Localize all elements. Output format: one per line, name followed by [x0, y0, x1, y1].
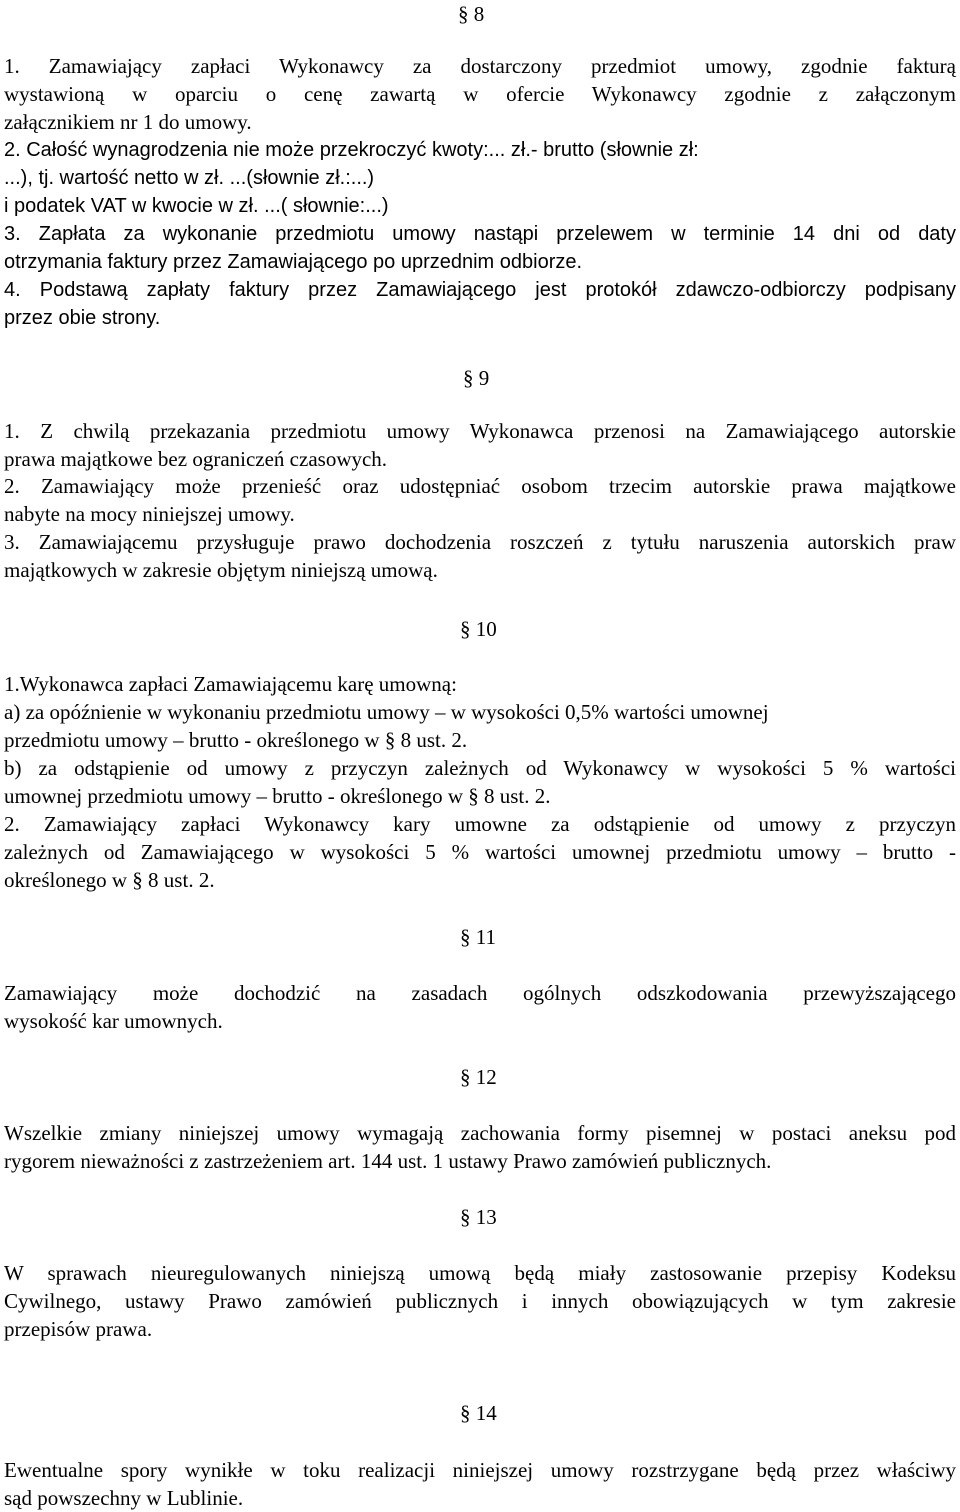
section-8-line-2: wystawioną w oparciu o cenę zawartą w ofercie Wykonawcy zgodnie z załączonym: [4, 82, 956, 106]
section-9-line-6: majątkowych w zakresie objętym niniejszą umową.: [4, 558, 438, 582]
section-13-line-1: W sprawach nieuregulowanych niniejszą umową będą miały zastosowanie przepisy Kodeksu: [4, 1261, 956, 1285]
section-10-line-6: 2. Zamawiający zapłaci Wykonawcy kary umowne za odstąpienie od umowy z przyczyn: [4, 812, 956, 836]
section-8-line-7: 3. Zapłata za wykonanie przedmiotu umowy nastąpi przelewem w terminie 14 dni od daty: [4, 223, 956, 245]
section-8-line-5: ...), tj. wartość netto w zł. ...(słownie zł.:...): [4, 167, 375, 189]
section-14-line-1: Ewentualne spory wynikłe w toku realizacji niniejszej umowy rozstrzygane będą przez właściwy: [4, 1458, 956, 1482]
section-11-line-1: Zamawiający może dochodzić na zasadach ogólnych odszkodowania przewyższającego: [4, 981, 956, 1005]
section-9-line-3: 2. Zamawiający może przenieść oraz udostępniać osobom trzecim autorskie prawa majątkowe: [4, 474, 956, 498]
section-9-line-2: prawa majątkowe bez ograniczeń czasowych.: [4, 447, 388, 471]
section-10-line-3: przedmiotu umowy – brutto - określonego w § 8 ust. 2.: [4, 728, 468, 752]
section-heading-11: § 11: [460, 925, 496, 949]
section-heading-9: § 9: [463, 366, 490, 390]
section-9-line-1: 1. Z chwilą przekazania przedmiotu umowy Wykonawca przenosi na Zamawiającego autorskie: [4, 419, 956, 443]
section-8-line-10: przez obie strony.: [4, 307, 161, 329]
section-10-line-5: umownej przedmiotu umowy – brutto - określonego w § 8 ust. 2.: [4, 784, 551, 808]
section-heading-10: § 10: [460, 617, 497, 641]
section-13-line-2: Cywilnego, ustawy Prawo zamówień publicznych i innych obowiązujących w tym zakresie: [4, 1289, 956, 1313]
section-heading-12: § 12: [460, 1065, 497, 1089]
section-11-line-2: wysokość kar umownych.: [4, 1009, 223, 1033]
section-heading-13: § 13: [460, 1205, 497, 1229]
section-8-line-1: 1. Zamawiający zapłaci Wykonawcy za dostarczony przedmiot umowy, zgodnie fakturą: [4, 54, 956, 78]
section-9-line-5: 3. Zamawiającemu przysługuje prawo dochodzenia roszczeń z tytułu naruszenia autorskich praw: [4, 530, 956, 554]
section-10-line-1: 1.Wykonawca zapłaci Zamawiającemu karę umowną:: [4, 672, 457, 696]
section-heading-8: § 8: [458, 2, 485, 26]
section-9-line-4: nabyte na mocy niniejszej umowy.: [4, 502, 295, 526]
section-12-line-2: rygorem nieważności z zastrzeżeniem art. 144 ust. 1 ustawy Prawo zamówień publicznych.: [4, 1149, 772, 1173]
section-heading-14: § 14: [460, 1401, 497, 1425]
section-8-line-9: 4. Podstawą zapłaty faktury przez Zamawiającego jest protokół zdawczo-odbiorczy podpisany: [4, 279, 956, 301]
section-10-line-8: określonego w § 8 ust. 2.: [4, 868, 215, 892]
section-8-line-4: 2. Całość wynagrodzenia nie może przekroczyć kwoty:... zł.- brutto (słownie zł:: [4, 139, 699, 161]
section-12-line-1: Wszelkie zmiany niniejszej umowy wymagają zachowania formy pisemnej w postaci aneksu pod: [4, 1121, 956, 1145]
section-10-line-2: a) za opóźnienie w wykonaniu przedmiotu umowy – w wysokości 0,5% wartości umownej: [4, 700, 769, 724]
section-10-line-4: b) za odstąpienie od umowy z przyczyn zależnych od Wykonawcy w wysokości 5 % wartości: [4, 756, 956, 780]
section-8-line-8: otrzymania faktury przez Zamawiającego po uprzednim odbiorze.: [4, 251, 583, 273]
section-10-line-7: zależnych od Zamawiającego w wysokości 5 % wartości umownej przedmiotu umowy – brutto -: [4, 840, 956, 864]
section-13-line-3: przepisów prawa.: [4, 1317, 153, 1341]
section-8-line-6: i podatek VAT w kwocie w zł. ...( słownie:...): [4, 195, 389, 217]
section-8-line-3: załącznikiem nr 1 do umowy.: [4, 110, 252, 134]
section-14-line-2: sąd powszechny w Lublinie.: [4, 1486, 244, 1510]
